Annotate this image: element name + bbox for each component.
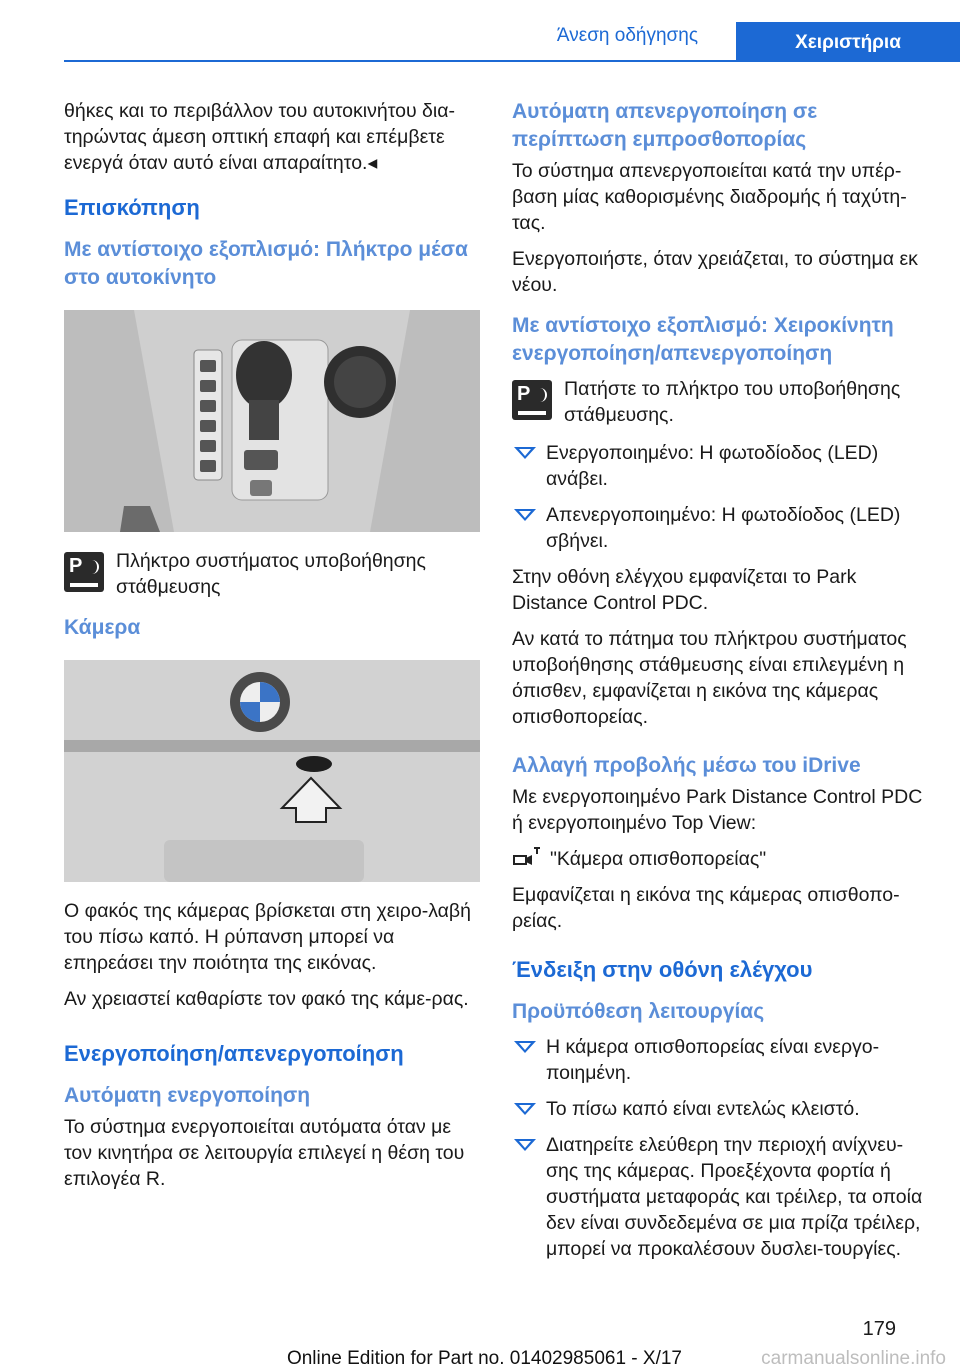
camera-photo [64,660,480,882]
idrive-option-text: "Κάμερα οπισθοπορείας" [550,848,767,870]
bullet-triangle-icon [514,447,536,459]
display-heading: Ένδειξη στην οθόνη ελέγχου [512,957,813,982]
auto-off-heading: Αυτόματη απενεργοποίηση σε περίπτωση εμπροσθοπορίας [512,100,818,151]
manual-instruction [512,376,928,428]
rear-camera-illustration [64,660,480,882]
page-number: 179 [862,1318,896,1340]
parking-assist-icon: P [512,380,552,420]
manual-heading: Με αντίστοιχο εξοπλισμό: Χειροκίνητη ενεργοποίηση/απενεργοποίηση [512,314,894,365]
auto-on-heading: Αυτόματη ενεργοποίηση [64,1084,311,1107]
manual-text: Πατήστε το πλήκτρο του υποβοήθησης στάθμευσης. [564,378,901,426]
idrive-option-row [512,846,928,872]
bullet-triangle-icon [514,509,536,521]
bullet-triangle-icon [514,1103,536,1115]
camera-lens-text: Ο φακός της κάμερας βρίσκεται στη χειρο-λαβή του πίσω καπό. Η ρύπανση μπορεί να επηρεάσει την ποιότητα της εικόνας. [64,900,471,974]
button-caption-text: Πλήκτρο συστήματος υποβοήθησης στάθμευσης [116,550,426,598]
pdc-text-2: Αν κατά το πάτημα του πλήκτρου συστήματος υποβοήθησης στάθμευσης είναι επιλεγμένη η όπισθεν, εμφανίζεται η εικόνα της κάμερας οπισθοπορείας. [512,628,907,728]
header-rule [64,60,960,62]
pdc-button-caption [64,548,480,600]
rear-camera-icon [512,846,542,872]
left-column [64,98,480,1202]
list-item: Απενεργοποιημένο: Η φωτοδίοδος (LED) σβήνει. [512,502,928,554]
pdc-text-1: Στην οθόνη ελέγχου εμφανίζεται το Park Distance Control PDC. [512,566,857,614]
idrive-text-1: Με ενεργοποιημένο Park Distance Control PDC ή ενεργοποιημένο Top View: [512,786,923,834]
intro-text: θήκες και το περιβάλλον του αυτοκινήτου δια-τηρώντας άμεση οπτική επαφή και επέμβετε ενεργά όταν αυτό είναι απαραίτητο.◂ [64,100,455,174]
prereq-heading: Προϋπόθεση λειτουργίας [512,1000,765,1023]
list-item: Ενεργοποιημένο: Η φωτοδίοδος (LED) ανάβει. [512,440,928,492]
auto-off-text-2: Ενεργοποιήστε, όταν χρειάζεται, το σύστημα εκ νέου. [512,248,918,296]
led-list [512,440,928,554]
equipment-heading: Με αντίστοιχο εξοπλισμό: Πλήκτρο μέσα στο αυτοκίνητο [64,238,468,289]
camera-clean-text: Αν χρειαστεί καθαρίστε τον φακό της κάμε-ρας. [64,988,469,1010]
bullet-triangle-icon [514,1139,536,1151]
right-column [512,98,928,1272]
idrive-heading: Αλλαγή προβολής μέσω του iDrive [512,754,861,777]
console-photo [64,310,480,532]
idrive-text-2: Εμφανίζεται η εικόνα της κάμερας οπισθοπο-ρείας. [512,884,900,932]
auto-on-text: Το σύστημα ενεργοποιείται αυτόματα όταν με τον κινητήρα σε λειτουργία επιλεγεί η θέση του επιλογέα R. [64,1116,465,1190]
edition-text: Online Edition for Part no. 01402985061 - X/17 [286,1348,682,1369]
chapter-tab: Χειριστήρια [736,22,960,62]
camera-heading: Κάμερα [64,616,141,639]
auto-off-text-1: Το σύστημα απενεργοποιείται κατά την υπέρ-βαση μίας καθορισμένης διαδρομής ή ταχύτη-τας. [512,160,907,234]
bullet-triangle-icon [514,1041,536,1053]
list-item: Διατηρείτε ελεύθερη την περιοχή ανίχνευ-σης της κάμερας. Προεξέχοντα φορτία ή συστήματα μεταφοράς και τρέιλερ, τα οποία δεν είναι συνδεδεμένα σε μια πρίζα τρέιλερ, μπορεί να προκαλέσουν δυσλει-τουργίες. [512,1132,928,1262]
activation-heading: Ενεργοποίηση/απενεργοποίηση [64,1041,404,1066]
parking-assist-icon: P [64,552,104,592]
prereq-list [512,1034,928,1262]
page-header [0,0,960,62]
section-title: Άνεση οδήγησης [556,25,698,46]
overview-heading: Επισκόπηση [64,195,200,220]
console-illustration [64,310,480,532]
list-item: Το πίσω καπό είναι εντελώς κλειστό. [512,1096,928,1122]
list-item: Η κάμερα οπισθοπορείας είναι ενεργο-ποιημένη. [512,1034,928,1086]
watermark: carmanualsonline.info [761,1348,946,1369]
